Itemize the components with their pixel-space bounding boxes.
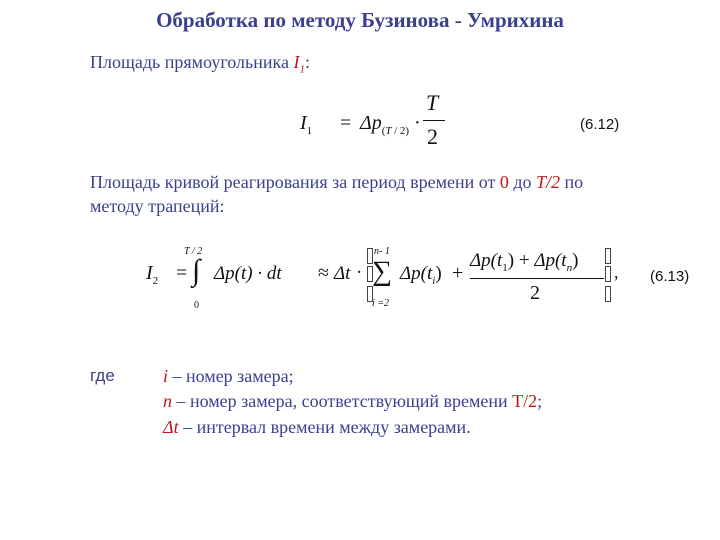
eq2-sum-term: $\Delta p(t_i)$	[400, 263, 442, 287]
rect-area-colon: :	[304, 52, 310, 72]
eq2-lhs: $I_2$	[146, 262, 159, 287]
eq1-number: (6.12)	[580, 116, 620, 133]
eq2-bracket-right-top	[605, 248, 611, 264]
eq1-denominator: 2	[427, 124, 438, 149]
eq2-sum-lower: i =2	[372, 298, 390, 309]
where-symbol-i: i	[163, 366, 169, 386]
eq2-sum-upper: n- 1	[374, 246, 390, 257]
eq2-plus: +	[452, 262, 464, 284]
eq2-int-lower: 0	[194, 300, 199, 311]
where-symbol-dt: Δt	[163, 417, 179, 437]
curve-area-to: T/2	[536, 172, 561, 192]
curve-area-from: 0	[499, 172, 509, 192]
eq2-bracket-right-bottom	[605, 286, 611, 302]
where-label: где	[90, 366, 115, 385]
curve-area-line1: Площадь кривой реагирования за период времени от 0 до T/2 по	[90, 172, 584, 192]
eq2-sum-sign: ∑	[372, 256, 392, 287]
eq2-comma: ,	[614, 262, 619, 282]
where-symbol-n: n	[163, 391, 172, 411]
page-title: Обработка по методу Бузинова - Умрихина	[156, 8, 564, 32]
eq2-bracket-right-mid	[605, 266, 611, 282]
eq1-dot: ·	[414, 112, 421, 134]
eq2-delta-t: Δt	[334, 263, 351, 284]
eq2-equals: =	[176, 262, 188, 284]
eq2-frac-denominator: 2	[530, 282, 540, 304]
eq2-approx: ≈	[318, 262, 329, 284]
eq2-fraction-bar	[470, 278, 604, 279]
curve-area-line2: методу трапеций:	[90, 196, 225, 216]
where-item-i: i – номер замера;	[163, 366, 294, 386]
eq2-integrand: Δp(t) · dt	[214, 263, 282, 284]
eq1-equals: =	[340, 112, 352, 134]
eq2-frac-numerator: $\Delta p(t_1) + \Delta p(t_n)$	[470, 250, 579, 274]
where-item-dt: Δt – интервал времени между замерами.	[163, 417, 471, 437]
eq2-int-upper: T / 2	[184, 246, 203, 257]
eq1-fraction-bar	[423, 120, 445, 121]
rect-area-label-line	[90, 52, 310, 76]
eq2-number: (6.13)	[650, 268, 690, 285]
eq1-lhs: $I_1$	[300, 112, 313, 137]
where-item-n: n – номер замера, соответствующий времени T/2;	[163, 391, 543, 411]
rect-area-var: $I_1$	[293, 52, 305, 76]
eq2-dot: ·	[356, 262, 363, 283]
eq1-delta-p: $\Delta p_{(T / 2)}$	[360, 112, 410, 137]
rect-area-label: Площадь прямоугольника	[90, 52, 289, 72]
eq2-integral-sign: ∫	[192, 254, 201, 287]
eq1-numerator: T	[426, 90, 439, 115]
where-tail-t2: T/2	[512, 391, 538, 411]
